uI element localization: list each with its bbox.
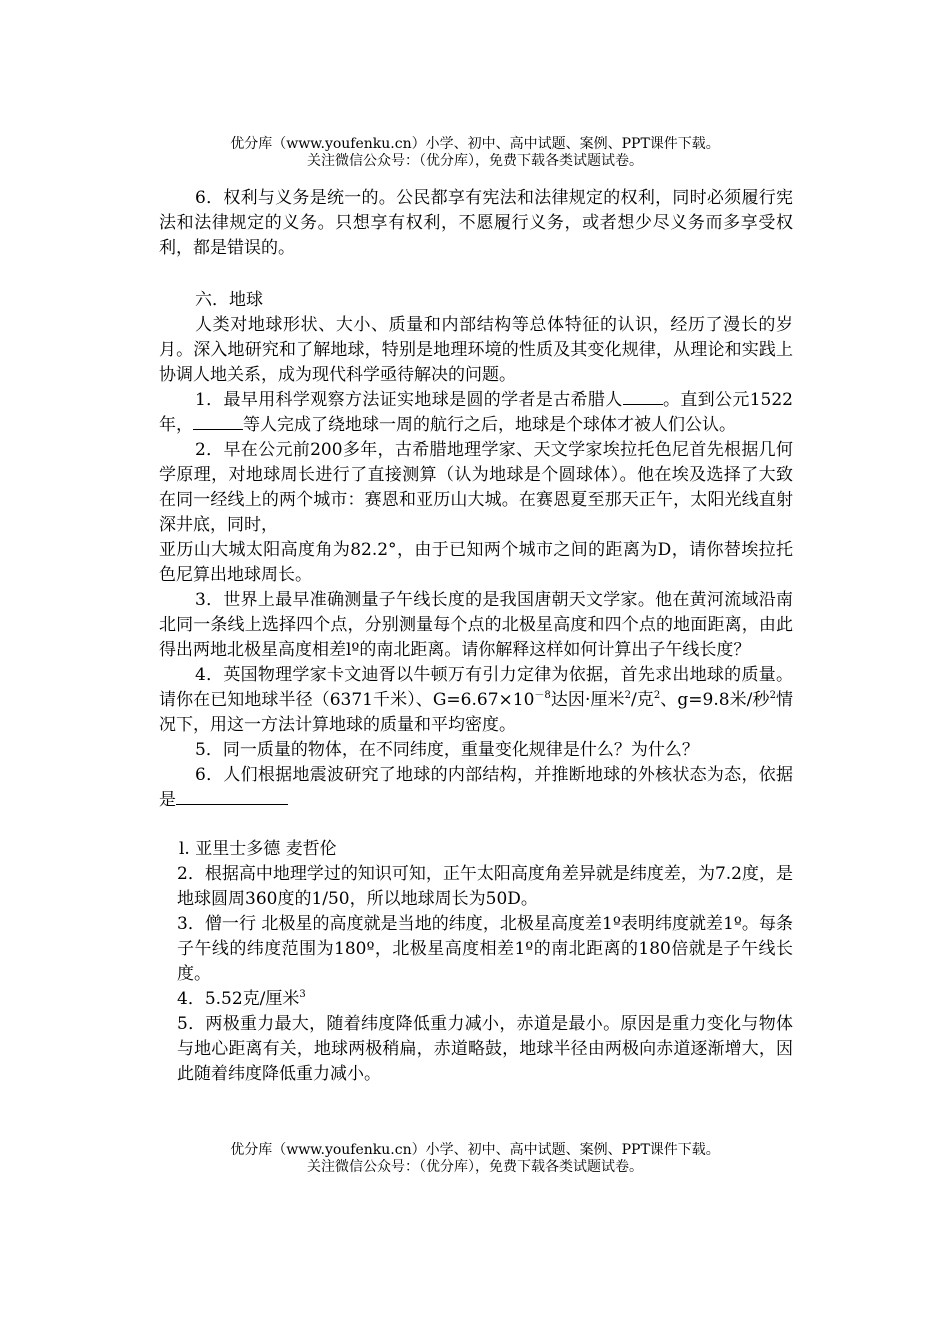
q4-exponent-2: 2	[624, 690, 631, 701]
answer-1: l. 亚里士多德 麦哲伦	[179, 839, 337, 859]
footer-line-1: 优分库（www.youfenku.cn）小学、初中、高中试题、案例、PPT课件下载。	[230, 1142, 720, 1158]
header-line-2: 关注微信公众号：（优分库），免费下载各类试题试卷。	[307, 153, 643, 169]
answer-blank[interactable]	[176, 788, 288, 805]
q4-text-d: 、g=9.8米/秒	[660, 690, 770, 710]
q4-exponent-1: －8	[534, 690, 551, 701]
page-header	[0, 136, 950, 170]
document-body	[159, 186, 793, 1087]
a4-exponent: 3	[299, 989, 306, 1000]
q4-text-a: 4．英国物理学家卡文迪胥以牛顿万有引力定律为依据，首先求出地球的质量。请你在已知地球半径（6371千米）、G=6.67×10	[159, 665, 793, 710]
spacer	[159, 813, 793, 837]
a4-text: 4．5.52克/厘米	[177, 989, 300, 1009]
footer-line-2: 关注微信公众号：（优分库），免费下载各类试题试卷。	[307, 1159, 643, 1175]
q6-text: 6．人们根据地震波研究了地球的内部结构，并推断地球的外核状态为态，依据是	[159, 765, 793, 810]
answer-blank[interactable]	[623, 388, 663, 405]
question-3: 3．世界上最早准确测量子午线长度的是我国唐朝天文学家。他在黄河流域沿南北同一条线上选择四个点，分别测量每个点的北极星高度和四个点的地面距离，由此得出两地北极星高度相差lº的南北距离。请你解释这样如何计算出子午线长度？	[159, 590, 793, 660]
question-1	[159, 388, 793, 438]
answer-blank[interactable]	[193, 413, 243, 430]
question-5: 5．同一质量的物体，在不同纬度，重量变化规律是什么？为什么？	[195, 740, 699, 760]
answer-3: 3．僧一行 北极星的高度就是当地的纬度，北极星高度差1º表明纬度就差1º。每条子午线的纬度范围为180º，北极星高度相差1º的南北距离的180倍就是子午线长度。	[177, 914, 793, 984]
answer-2: 2．根据高中地理学过的知识可知，正午太阳高度角差异就是纬度差，为7.2度，是地球圆周360度的1/50，所以地球周长为50D。	[177, 864, 793, 909]
spacer	[159, 261, 793, 288]
question-4	[159, 663, 793, 738]
q4-text-c: /克	[630, 690, 654, 710]
q1-text-b: 。直到公元1522年，	[159, 390, 793, 435]
question-2: 2．早在公元前200多年，古希腊地理学家、天文学家埃拉托色尼首先根据几何学原理，对地球周长进行了直接测算（认为地球是个圆球体）。他在埃及选择了大致在同一经线上的两个城市：赛恩和亚历山大城。在赛恩夏至那天正午，太阳光线直射深井底，同时，	[159, 440, 793, 535]
q1-text-c: 等人完成了绕地球一周的航行之后，地球是个球体才被人们公认。	[243, 415, 736, 435]
section6-title: 六．地球	[195, 290, 263, 310]
page-footer	[0, 1142, 950, 1176]
question-2-continued: 亚历山大城太阳高度角为82.2°，由于已知两个城市之间的距离为D，请你替埃拉托色尼算出地球周长。	[159, 540, 793, 585]
q4-exponent-4: 2	[769, 690, 776, 701]
header-line-1: 优分库（www.youfenku.cn）小学、初中、高中试题、案例、PPT课件下载。	[230, 136, 720, 152]
section6-intro: 人类对地球形状、大小、质量和内部结构等总体特征的认识，经历了漫长的岁月。深入地研究和了解地球，特别是地理环境的性质及其变化规律，从理论和实践上协调人地关系，成为现代科学亟待解决的问题。	[159, 315, 793, 385]
q4-text-b: 达因·厘米	[550, 690, 625, 710]
question-6	[159, 763, 793, 813]
section5-item6: 6．权利与义务是统一的。公民都享有宪法和法律规定的权利，同时必须履行宪法和法律规定的义务。只想享有权利，不愿履行义务，或者想少尽义务而多享受权利，都是错误的。	[159, 188, 793, 258]
answer-5: 5．两极重力最大，随着纬度降低重力减小，赤道是最小。原因是重力变化与物体与地心距离有关，地球两极稍扁，赤道略鼓，地球半径由两极向赤道逐渐增大，因此随着纬度降低重力减小。	[177, 1014, 793, 1084]
q4-exponent-3: 2	[653, 690, 661, 701]
answer-4	[159, 987, 793, 1012]
q1-text-a: 1．最早用科学观察方法证实地球是圆的学者是古希腊人	[195, 390, 623, 410]
q4-text-e: 情况下，用这一方法计算地球的质量和平均密度。	[159, 690, 794, 735]
